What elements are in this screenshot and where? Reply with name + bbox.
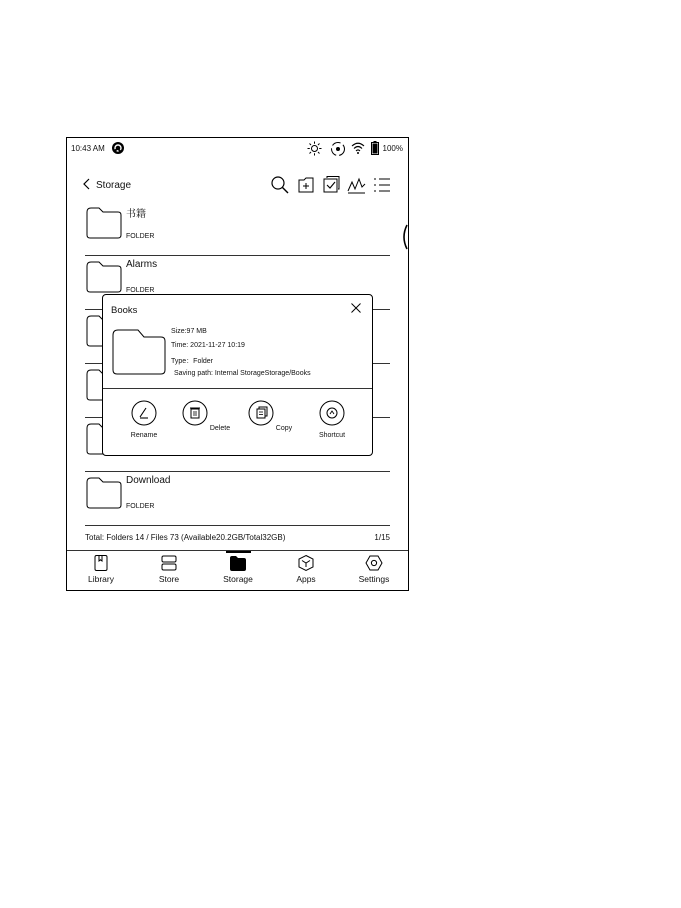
folder-name: Alarms — [126, 259, 158, 270]
settings-icon — [365, 554, 383, 572]
storage-summary: Total: Folders 14 / Files 73 (Available20.2GB/Total32GB) — [85, 533, 286, 542]
status-bar — [67, 138, 408, 160]
nav-apps[interactable] — [278, 554, 334, 584]
nav-storage[interactable] — [210, 554, 266, 584]
list-item[interactable] — [85, 471, 390, 526]
action-label: Rename — [130, 432, 158, 439]
nav-label: Library — [88, 574, 114, 584]
list-view-icon[interactable] — [372, 175, 392, 195]
folder-type: FOLDER — [126, 233, 155, 240]
nav-store[interactable] — [141, 554, 197, 584]
scroll-handle[interactable] — [399, 224, 409, 250]
device-screen — [66, 137, 409, 591]
delete-icon — [182, 400, 208, 426]
apps-icon — [297, 554, 315, 572]
action-label: Delete — [209, 425, 231, 432]
new-folder-icon[interactable] — [296, 175, 316, 195]
wifi-icon[interactable] — [351, 141, 365, 155]
chevron-left-icon[interactable] — [81, 177, 93, 191]
delete-button[interactable] — [181, 400, 231, 432]
dialog-divider — [103, 388, 372, 389]
action-label: Copy — [275, 425, 293, 432]
info-time: Time: 2021-11-27 10:19 — [171, 342, 245, 349]
copy-icon — [248, 400, 274, 426]
nav-label: Storage — [223, 574, 253, 584]
refresh-mode-icon[interactable] — [330, 141, 346, 157]
multi-select-icon[interactable] — [321, 175, 341, 195]
shortcut-button[interactable] — [307, 400, 357, 439]
folder-name: 书籍 — [126, 209, 146, 220]
action-label: Shortcut — [318, 432, 346, 439]
nav-label: Apps — [296, 574, 316, 584]
nav-library[interactable] — [73, 554, 129, 584]
rename-icon — [131, 400, 157, 426]
nav-label: Settings — [358, 574, 390, 584]
folder-properties-dialog — [102, 294, 373, 456]
store-icon — [160, 554, 178, 572]
storage-summary-bar — [85, 533, 390, 542]
list-item[interactable] — [85, 201, 390, 256]
dialog-title: Books — [111, 305, 138, 316]
shortcut-icon — [319, 400, 345, 426]
info-size: Size:97 MB — [171, 328, 207, 335]
copy-button[interactable] — [245, 400, 295, 432]
storage-icon — [229, 554, 247, 572]
page-indicator[interactable]: 1/15 — [374, 533, 390, 542]
back-storage-link[interactable]: Storage — [96, 180, 132, 191]
status-time: 10:43 AM — [71, 144, 105, 153]
folder-icon — [85, 206, 123, 240]
stats-icon[interactable] — [346, 175, 366, 195]
info-path: Saving path: Internal StorageStorage/Books — [174, 370, 311, 377]
folder-name: Download — [126, 475, 171, 486]
battery-percentage: 100% — [382, 144, 403, 153]
bottom-nav — [67, 550, 408, 591]
close-icon[interactable] — [350, 302, 362, 314]
sync-icon — [111, 141, 125, 155]
nav-label: Store — [158, 574, 180, 584]
battery-icon — [371, 141, 379, 155]
library-icon — [92, 554, 110, 572]
brightness-icon[interactable] — [307, 141, 322, 156]
folder-icon — [85, 260, 123, 294]
folder-icon — [85, 476, 123, 510]
folder-type: FOLDER — [126, 287, 155, 294]
active-tab-indicator — [226, 551, 251, 553]
search-icon[interactable] — [270, 175, 290, 195]
folder-icon — [111, 327, 167, 377]
header-bar — [67, 174, 408, 196]
nav-settings[interactable] — [346, 554, 402, 584]
rename-button[interactable] — [119, 400, 169, 439]
info-type: Type：Folder — [171, 358, 214, 365]
folder-type: FOLDER — [126, 503, 155, 510]
